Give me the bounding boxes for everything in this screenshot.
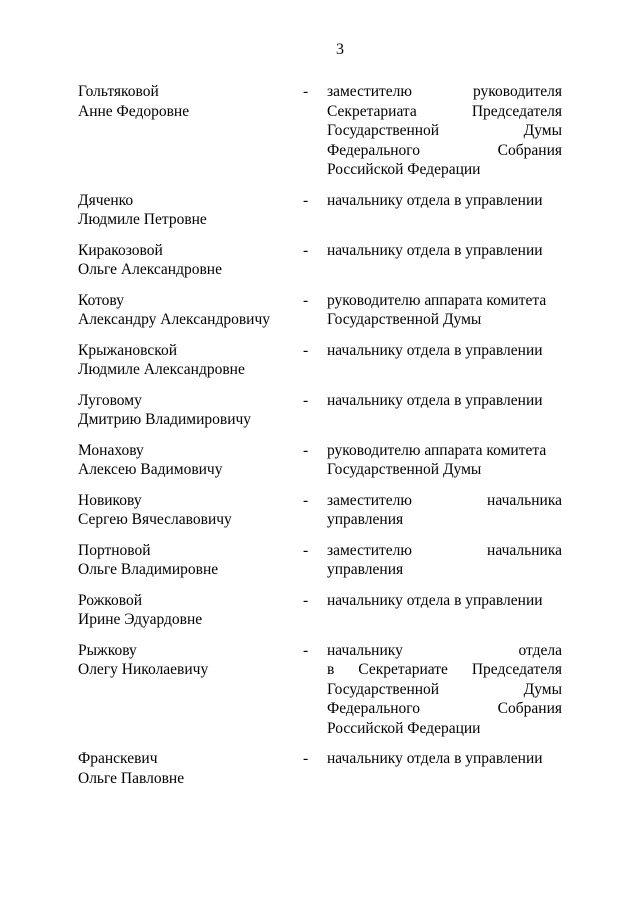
given-name: Олегу Николаевичу (78, 661, 209, 678)
person-name (78, 749, 298, 788)
person-name (78, 291, 298, 330)
dash-separator: - (303, 750, 309, 767)
dash-separator: - (303, 591, 309, 609)
dash-separator: - (303, 441, 309, 459)
position-line: Государственной Думы (327, 311, 482, 328)
position-line: управления (327, 511, 404, 528)
person-name (78, 641, 298, 680)
position-title (327, 591, 562, 611)
person-name (78, 391, 298, 430)
person-name (78, 541, 298, 580)
given-name: Алексею Вадимовичу (78, 461, 223, 478)
surname: Дяченко (78, 191, 134, 209)
person-name (78, 341, 298, 380)
list-item (0, 341, 640, 380)
position-title (327, 441, 562, 480)
position-line: Государственной Думы (327, 680, 562, 698)
position-line: руководителю аппарата комитета (327, 441, 547, 459)
list-item (0, 82, 640, 180)
position-line: заместителю начальника (327, 541, 562, 559)
person-name (78, 491, 298, 530)
surname: Портновой (78, 541, 151, 559)
position-line: начальнику отдела в управлении (327, 591, 543, 609)
dash-separator: - (303, 83, 309, 100)
surname: Киракозовой (78, 241, 163, 259)
position-line: Федерального Собрания (327, 700, 562, 717)
position-title (327, 191, 562, 211)
position-title (327, 749, 562, 769)
position-title (327, 341, 562, 361)
position-title (327, 491, 562, 530)
person-name (78, 191, 298, 230)
given-name: Ольге Павловне (78, 769, 185, 787)
appointment-list (0, 82, 640, 799)
given-name: Александру Александровичу (78, 311, 270, 328)
surname: Луговому (78, 391, 142, 409)
person-name (78, 441, 298, 480)
given-name: Анне Федоровне (78, 102, 190, 120)
list-item (0, 291, 640, 330)
position-line: Российской Федерации (327, 719, 481, 737)
surname: Новикову (78, 491, 142, 509)
dash-separator: - (303, 241, 309, 259)
list-item (0, 391, 640, 430)
position-line: начальнику отдела в управлении (327, 391, 543, 409)
position-line: Федерального Собрания (327, 141, 562, 159)
position-line: начальнику отдела (327, 641, 562, 659)
given-name: Сергею Вячеславовичу (78, 511, 232, 528)
position-line: Секретариата Председателя (327, 102, 562, 120)
given-name: Ольге Александровне (78, 261, 222, 278)
list-item (0, 441, 640, 480)
position-title (327, 391, 562, 411)
dash-separator: - (303, 391, 309, 409)
person-name (78, 82, 298, 121)
position-line: начальнику отдела в управлении (327, 750, 543, 767)
dash-separator: - (303, 341, 309, 359)
given-name: Людмиле Александровне (78, 361, 245, 378)
surname: Гольтяковой (78, 83, 159, 100)
dash-separator: - (303, 191, 309, 209)
given-name: Ирине Эдуардовне (78, 611, 203, 628)
position-line: заместителю начальника (327, 491, 562, 509)
surname: Рыжкову (78, 641, 137, 659)
surname: Котову (78, 291, 124, 309)
list-item (0, 191, 640, 230)
person-name (78, 241, 298, 280)
position-line: в Секретариате Председателя (327, 661, 562, 678)
position-line: начальнику отдела в управлении (327, 241, 543, 259)
position-title (327, 291, 562, 330)
person-name (78, 591, 298, 630)
list-item (0, 591, 640, 630)
surname: Рожковой (78, 591, 143, 609)
list-item (0, 491, 640, 530)
given-name: Людмиле Петровне (78, 211, 207, 228)
position-line: Государственной Думы (327, 461, 482, 478)
position-line: начальнику отдела в управлении (327, 191, 543, 209)
list-item (0, 749, 640, 788)
dash-separator: - (303, 491, 309, 509)
page-number: 3 (336, 41, 344, 58)
position-line: Российской Федерации (327, 161, 481, 178)
position-title (327, 541, 562, 580)
surname: Монахову (78, 441, 144, 459)
surname: Крыжановской (78, 341, 178, 359)
position-title (327, 82, 562, 180)
list-item (0, 241, 640, 280)
list-item (0, 541, 640, 580)
surname: Франскевич (78, 750, 158, 767)
given-name: Дмитрию Владимировичу (78, 411, 252, 428)
position-line: управления (327, 561, 404, 578)
dash-separator: - (303, 541, 309, 559)
dash-separator: - (303, 641, 309, 659)
given-name: Ольге Владимировне (78, 561, 219, 578)
dash-separator: - (303, 291, 309, 309)
position-line: заместителю руководителя (327, 83, 562, 100)
position-line: Государственной Думы (327, 122, 562, 139)
position-line: начальнику отдела в управлении (327, 341, 543, 359)
position-title (327, 641, 562, 739)
list-item (0, 641, 640, 739)
position-line: руководителю аппарата комитета (327, 291, 547, 309)
position-title (327, 241, 562, 261)
